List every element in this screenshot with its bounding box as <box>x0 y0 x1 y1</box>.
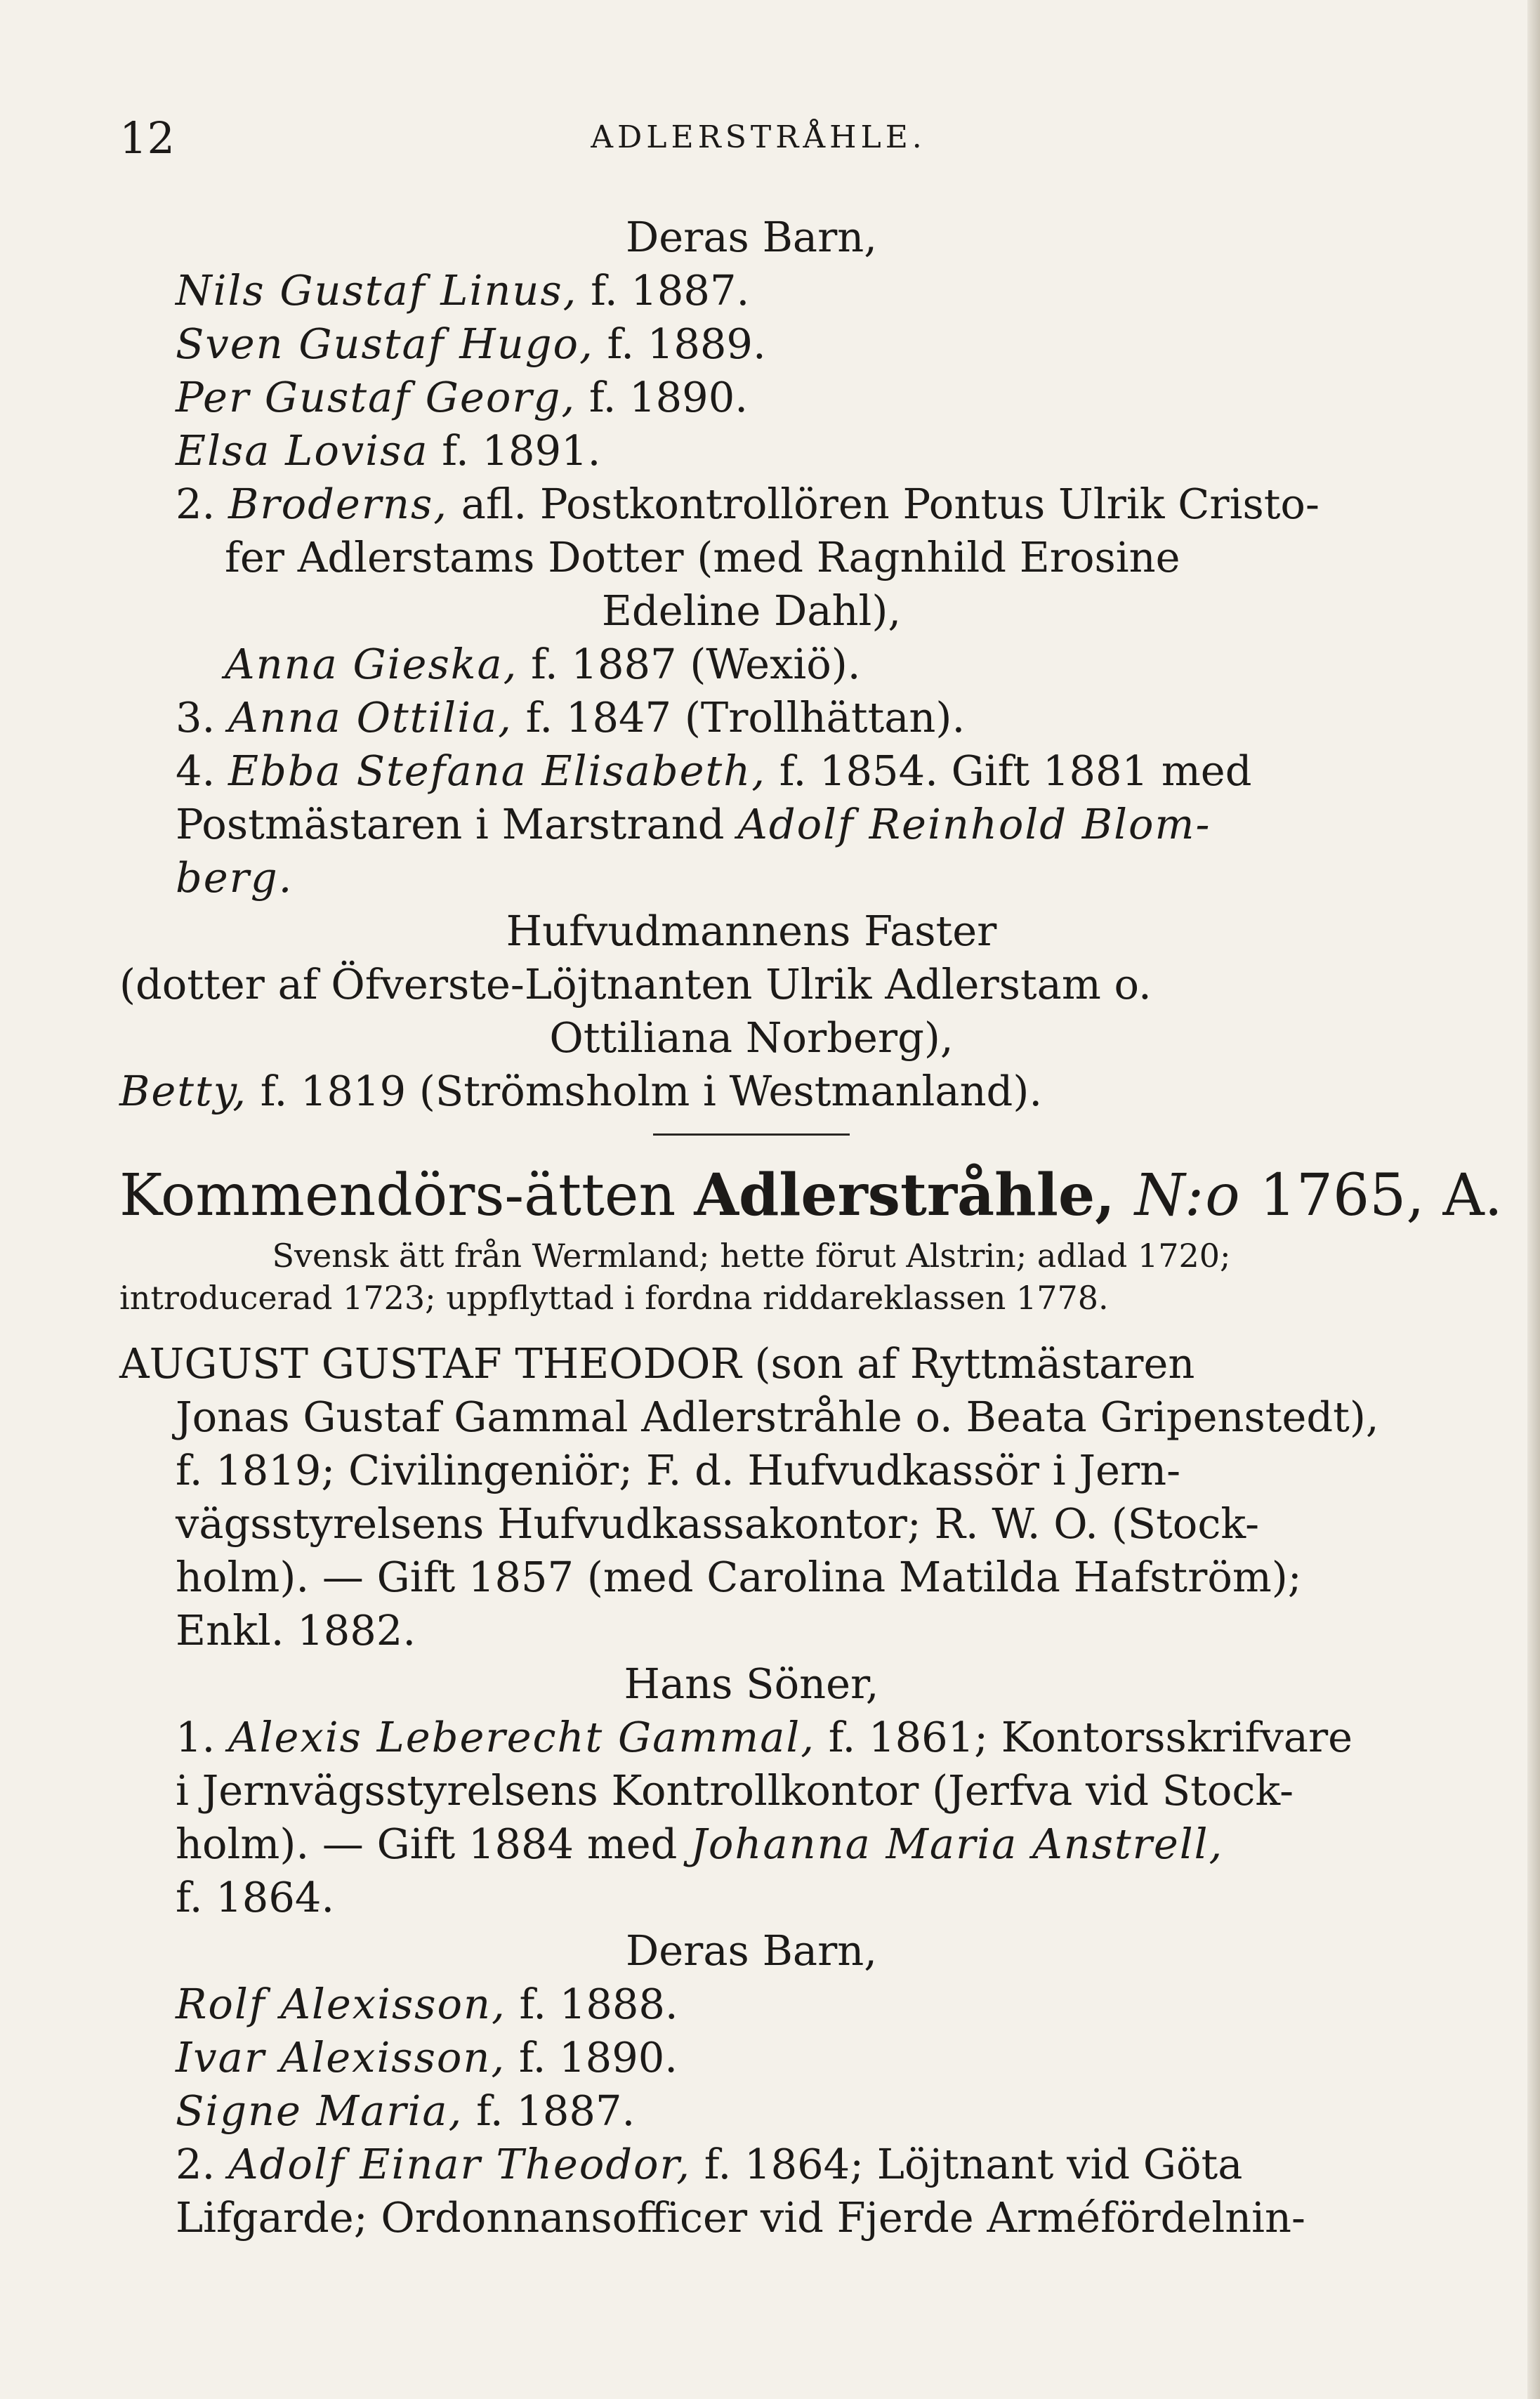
page-number: 12 <box>119 112 175 164</box>
aunt-line-1: (dotter af Öfverste-Löjtnanten Ulrik Adlerstam o. <box>119 960 1152 1008</box>
child-entry: Per Gustaf Georg, f. 1890. <box>176 373 749 421</box>
son-2-line-1: 2. Adolf Einar Theodor, f. 1864; Löjtnant vid Göta <box>176 2140 1243 2188</box>
grandchild-entry: Ivar Alexisson, f. 1890. <box>176 2033 678 2082</box>
family-info-line-2: introducerad 1723; uppflyttad i fordna riddareklassen 1778. <box>119 1279 1109 1317</box>
sons-heading: Hans Söner, <box>624 1659 879 1708</box>
entry-2-line-2: fer Adlerstams Dotter (med Ragnhild Erosine <box>225 533 1180 581</box>
page-body <box>119 211 1503 2244</box>
head-line-2: Jonas Gustaf Gammal Adlerstråhle o. Beata Gripenstedt), <box>176 1393 1379 1441</box>
family-info-line-1: Svensk ätt från Wermland; hette förut Alstrin; adlad 1720; <box>272 1237 1231 1275</box>
entry-2-child: Anna Gieska, f. 1887 (Wexiö). <box>225 640 861 688</box>
entry-2-line-1: 2. Broderns, afl. Postkontrollören Pontus Ulrik Cristo- <box>176 480 1319 528</box>
grandchild-entry: Signe Maria, f. 1887. <box>176 2086 636 2135</box>
page-edge <box>1527 0 1540 2399</box>
entry-3: 3. Anna Ottilia, f. 1847 (Trollhättan). <box>176 693 966 742</box>
child-entry: Elsa Lovisa f. 1891. <box>176 426 601 475</box>
section-divider <box>653 1133 850 1136</box>
head-line-3: f. 1819; Civilingeniör; F. d. Hufvudkassör i Jern- <box>176 1446 1181 1494</box>
grandchild-entry: Rolf Alexisson, f. 1888. <box>176 1980 678 2028</box>
page-header <box>105 112 1411 169</box>
spacer <box>119 1319 1383 1337</box>
head-line-5: holm). — Gift 1857 (med Carolina Matilda Hafström); <box>176 1553 1302 1601</box>
head-line-1: AUGUST GUSTAF THEODOR (son af Ryttmästaren <box>119 1339 1195 1388</box>
running-head: ADLERSTRÅHLE. <box>591 119 926 155</box>
son-1-line-1: 1. Alexis Leberecht Gammal, f. 1861; Kontorsskrifvare <box>176 1713 1353 1761</box>
son-2-line-2: Lifgarde; Ordonnansofficer vid Fjerde Arméfördelnin- <box>176 2193 1305 2242</box>
grandchildren-heading: Deras Barn, <box>625 1926 878 1975</box>
entry-2-line-3: Edeline Dahl), <box>601 586 902 635</box>
family-heading: Kommendörs-ätten Adlerstråhle, N:o 1765, A. <box>119 1162 1503 1229</box>
child-entry: Nils Gustaf Linus, f. 1887. <box>176 266 750 315</box>
son-1-line-3: holm). — Gift 1884 med Johanna Maria Anstrell, <box>176 1820 1224 1868</box>
children-heading: Deras Barn, <box>625 213 878 261</box>
head-line-6: Enkl. 1882. <box>176 1606 416 1655</box>
child-entry: Sven Gustaf Hugo, f. 1889. <box>176 320 766 368</box>
aunt-line-3: Betty, f. 1819 (Strömsholm i Westmanland). <box>119 1067 1043 1115</box>
head-line-4: vägsstyrelsens Hufvudkassakontor; R. W. O. (Stock- <box>176 1499 1260 1548</box>
son-1-line-4: f. 1864. <box>176 1873 335 1921</box>
aunt-heading: Hufvudmannens Faster <box>506 907 997 955</box>
entry-4-line-1: 4. Ebba Stefana Elisabeth, f. 1854. Gift 1881 med <box>176 747 1252 795</box>
entry-4-line-2: Postmästaren i Marstrand Adolf Reinhold Blom- <box>176 800 1211 848</box>
entry-4-line-3: berg. <box>176 853 294 902</box>
aunt-line-2: Ottiliana Norberg), <box>549 1013 954 1062</box>
son-1-line-2: i Jernvägsstyrelsens Kontrollkontor (Jerfva vid Stock- <box>176 1766 1294 1815</box>
